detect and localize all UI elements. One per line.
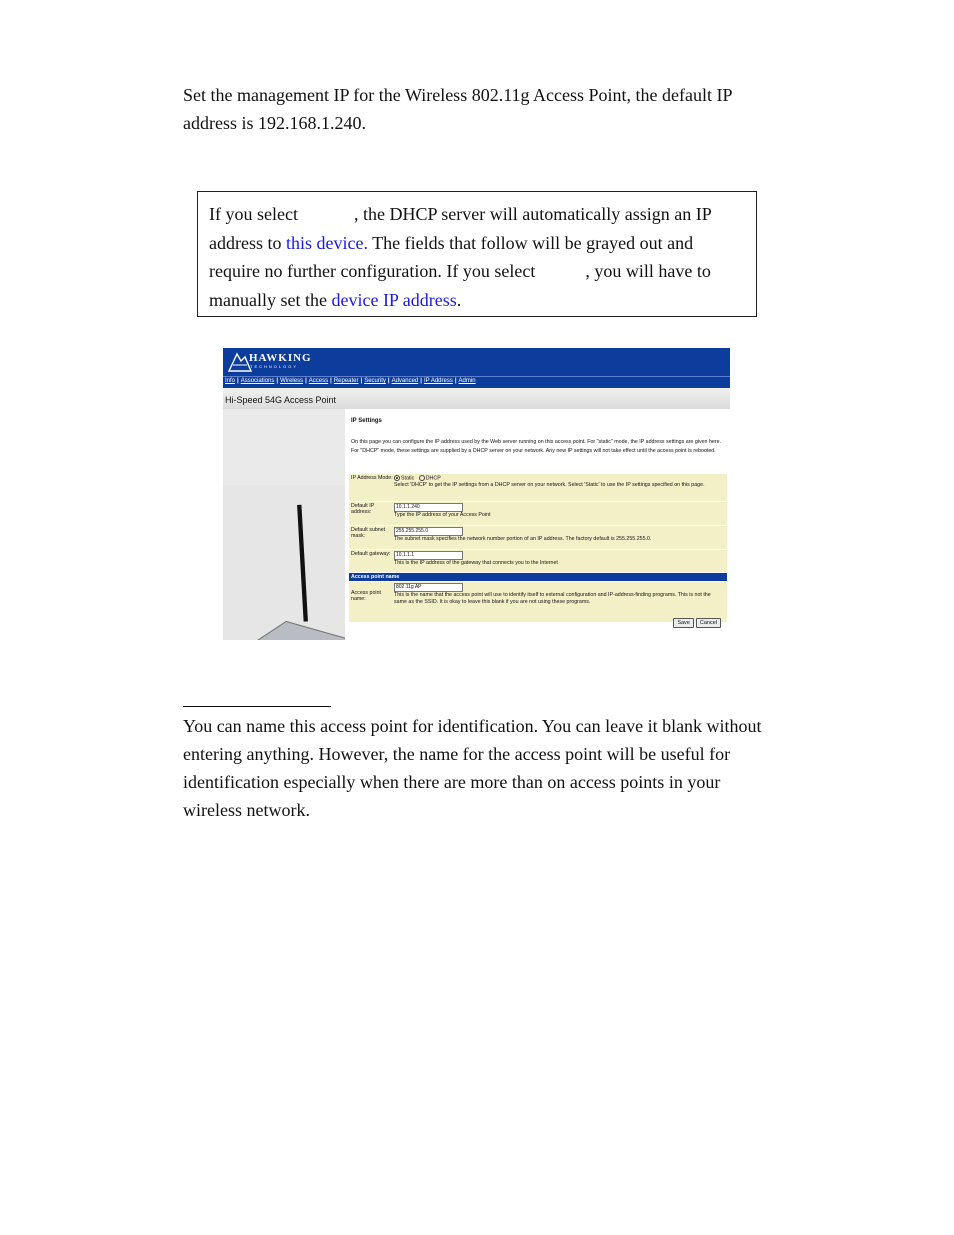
ip-mode-label: IP Address Mode: bbox=[351, 475, 393, 481]
ap-name-paragraph: You can name this access point for identification. You can leave it blank without entering anything. However, the name for the access point will be useful for identification especially when there are more than on access points in your wireless network. bbox=[183, 716, 762, 820]
ip-mode-row bbox=[349, 474, 727, 501]
static-radio[interactable] bbox=[394, 475, 400, 481]
ip-settings-intro: On this page you can configure the IP address used by the Web server running on this access point. For "static" mode, the IP address settings are given here. For "DHCP" mode, these settings are supplied by a DHCP server on your network. Any new IP settings will not take effect until the access point is rebooted. bbox=[351, 439, 722, 454]
ap-name-field bbox=[394, 583, 724, 605]
ap-name-row bbox=[349, 582, 727, 626]
static-label: Static bbox=[401, 475, 415, 482]
dhcp-label: DHCP bbox=[425, 475, 441, 482]
gateway-input[interactable]: 10.1.1.1 bbox=[394, 551, 463, 560]
note-part2: , the DHCP server will automatically assign an IP address to bbox=[209, 204, 712, 253]
nav-bar bbox=[223, 376, 730, 388]
nav-repeater[interactable]: Repeater bbox=[333, 378, 359, 384]
subnet-row bbox=[349, 526, 727, 549]
nav-advanced[interactable]: Advanced bbox=[391, 378, 419, 384]
nav-associations[interactable]: Associations bbox=[240, 378, 275, 384]
section-divider bbox=[183, 706, 331, 707]
ip-mode-field bbox=[394, 475, 724, 488]
form-buttons bbox=[671, 611, 721, 629]
left-panel bbox=[223, 409, 345, 640]
subnet-field bbox=[394, 527, 724, 543]
default-ip-row bbox=[349, 502, 727, 525]
note-text bbox=[209, 200, 745, 314]
subnet-label: Default subnet mask: bbox=[351, 527, 386, 539]
intro-paragraph: Set the management IP for the Wireless 802.11g Access Point, the default IP address is 192.168.1.240. bbox=[183, 85, 732, 133]
gateway-label: Default gateway: bbox=[351, 551, 391, 557]
nav-info[interactable]: Info bbox=[225, 378, 236, 384]
nav-security[interactable]: Security bbox=[364, 378, 386, 384]
ip-settings-form bbox=[349, 474, 727, 626]
nav-wireless[interactable]: Wireless bbox=[280, 378, 304, 384]
product-title: Hi-Speed 54G Access Point bbox=[225, 395, 337, 405]
gateway-help: This is the IP address of the gateway that connects you to the Internet bbox=[394, 560, 558, 566]
subnet-input[interactable]: 255.255.255.0 bbox=[394, 527, 463, 536]
access-point-device-icon bbox=[223, 409, 345, 640]
logo-text: HAWKING bbox=[249, 352, 312, 364]
header-banner bbox=[223, 348, 730, 376]
ip-settings-screenshot bbox=[223, 348, 730, 640]
device-ip-address-link[interactable]: device IP address bbox=[331, 289, 457, 310]
product-bar bbox=[223, 388, 730, 409]
nav-ip-address[interactable]: IP Address bbox=[423, 378, 453, 384]
ap-name-input[interactable]: 802.11g AP bbox=[394, 583, 463, 592]
this-device-link[interactable]: this device. bbox=[285, 232, 368, 253]
logo-subtext: TECHNOLOGY bbox=[250, 364, 299, 369]
default-ip-field bbox=[394, 503, 724, 519]
nav-links: Info | Associations | Wireless | Access | Repeater | Security | Advanced | IP Address | Admin bbox=[225, 378, 476, 384]
ap-name-help: This is the name that the access point will use to identify itself to external configuration and IP-address-finding programs. This is not the same as the SSID. It is okay to leave this blank if you are not using these programs. bbox=[394, 592, 711, 605]
default-ip-input[interactable]: 10.1.1.240 bbox=[394, 503, 463, 512]
default-ip-help: Type the IP address of your Access Point bbox=[394, 512, 491, 518]
save-button[interactable]: Save bbox=[673, 618, 694, 628]
note-part3: The fields that follow will be grayed out and require no further configuration. If you select bbox=[209, 232, 694, 281]
note-part1: If you select bbox=[209, 204, 298, 224]
note-part5: . bbox=[456, 289, 462, 310]
nav-access[interactable]: Access bbox=[308, 378, 329, 384]
note-part4: , you will have to manually set the bbox=[209, 261, 711, 310]
access-point-name-section: Access point name bbox=[349, 573, 727, 581]
ip-settings-heading: IP Settings bbox=[351, 418, 382, 424]
ap-name-label: Access point name: bbox=[351, 590, 382, 602]
cancel-button[interactable]: Cancel bbox=[696, 618, 721, 628]
note-box bbox=[197, 191, 757, 317]
dhcp-radio[interactable] bbox=[419, 475, 425, 481]
subnet-help: The subnet mask specifies the network number portion of an IP address. The factory default is 255.255.255.0. bbox=[394, 536, 652, 542]
ip-settings-content bbox=[351, 418, 726, 626]
default-ip-label: Default IP address: bbox=[351, 503, 375, 515]
gateway-field bbox=[394, 551, 724, 567]
nav-admin[interactable]: Admin bbox=[458, 378, 476, 384]
gateway-row bbox=[349, 550, 727, 572]
ip-mode-help: Select 'DHCP' to get the IP settings from a DHCP server on your network. Select 'Static' to use the IP settings specified on this page. bbox=[394, 481, 705, 488]
